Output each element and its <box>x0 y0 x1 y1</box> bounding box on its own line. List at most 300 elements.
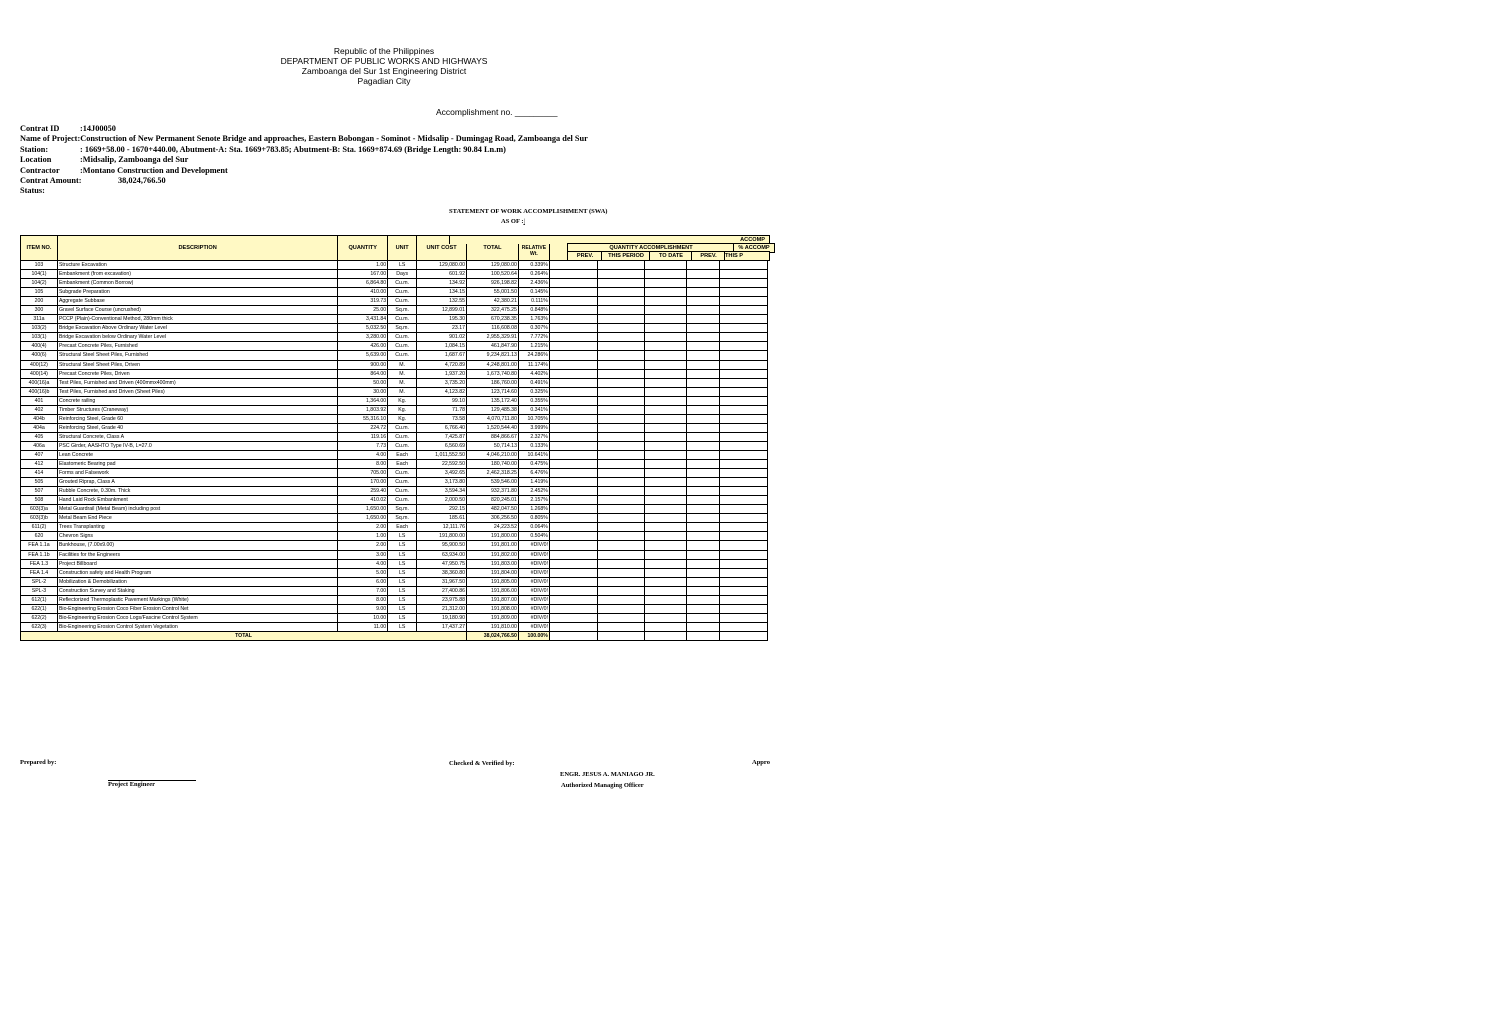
accomplishment-cell[interactable] <box>549 441 597 450</box>
table-cell: Hand Laid Rock Embankment <box>57 496 337 505</box>
table-cell: 2.00 <box>338 541 388 550</box>
table-cell: Gravel Surface Course (uncrushed) <box>57 306 337 315</box>
accomplishment-cell[interactable] <box>549 378 597 387</box>
accomplishment-cell[interactable] <box>645 423 687 432</box>
accomplishment-cell[interactable] <box>645 342 687 351</box>
accomplishment-cell[interactable] <box>597 378 645 387</box>
accomplishment-cell[interactable] <box>549 577 597 586</box>
accomplishment-cell[interactable] <box>597 496 645 505</box>
accomplishment-cell[interactable] <box>597 405 645 414</box>
accomplishment-cell[interactable] <box>597 595 645 604</box>
accomplishment-cell[interactable] <box>720 261 768 270</box>
col-description: DESCRIPTION <box>57 236 337 261</box>
accomplishment-cell[interactable] <box>549 351 597 360</box>
accomplishment-cell[interactable] <box>549 324 597 333</box>
accomplishment-cell[interactable] <box>597 441 645 450</box>
accomplishment-cell[interactable] <box>645 369 687 378</box>
table-cell: 0.848% <box>518 306 549 315</box>
table-cell: 4,123.82 <box>417 387 467 396</box>
accomplishment-cell[interactable] <box>720 369 768 378</box>
accomplishment-cell[interactable] <box>645 550 687 559</box>
engineer-name: ENGR. JESUS A. MANIAGO JR. <box>560 771 655 778</box>
accomplishment-cell[interactable] <box>687 441 720 450</box>
accomplishment-cell[interactable] <box>720 324 768 333</box>
accomplishment-cell[interactable] <box>687 595 720 604</box>
accomplishment-cell[interactable] <box>597 423 645 432</box>
accomplishment-cell[interactable] <box>687 568 720 577</box>
table-row <box>21 315 768 324</box>
accomplishment-cell[interactable] <box>549 387 597 396</box>
accomplishment-cell[interactable] <box>687 414 720 423</box>
header-republic: Republic of the Philippines <box>333 46 435 56</box>
accomplishment-cell[interactable] <box>687 496 720 505</box>
accomplishment-cell[interactable] <box>645 505 687 514</box>
accomplishment-cell[interactable] <box>597 586 645 595</box>
accomplishment-cell[interactable] <box>720 396 768 405</box>
accomplishment-cell[interactable] <box>687 559 720 568</box>
accomplishment-cell[interactable] <box>645 559 687 568</box>
accomplishment-cell[interactable] <box>597 279 645 288</box>
accomplishment-cell[interactable] <box>687 405 720 414</box>
accomplishment-cell[interactable] <box>645 432 687 441</box>
table-cell: 0.145% <box>518 288 549 297</box>
accomplishment-cell[interactable] <box>645 631 687 640</box>
table-cell: 705.00 <box>338 469 388 478</box>
accomplishment-cell[interactable] <box>720 496 768 505</box>
accomplishment-cell[interactable] <box>597 432 645 441</box>
accomplishment-cell[interactable] <box>549 279 597 288</box>
accomplishment-cell[interactable] <box>597 288 645 297</box>
table-row <box>21 532 768 541</box>
accomplishment-cell[interactable] <box>597 297 645 306</box>
accomplishment-cell[interactable] <box>549 622 597 631</box>
accomplishment-cell[interactable] <box>549 342 597 351</box>
accomplishment-cell[interactable] <box>597 487 645 496</box>
accomplishment-cell[interactable] <box>645 514 687 523</box>
table-cell: 3,173.80 <box>417 478 467 487</box>
accomplishment-cell[interactable] <box>687 360 720 369</box>
accomplishment-cell[interactable] <box>549 450 597 459</box>
accomplishment-cell[interactable] <box>645 496 687 505</box>
accomplishment-cell[interactable] <box>645 360 687 369</box>
accomplishment-cell[interactable] <box>549 541 597 550</box>
accomplishment-cell[interactable] <box>597 469 645 478</box>
accomplishment-cell[interactable] <box>597 577 645 586</box>
accomplishment-cell[interactable] <box>720 469 768 478</box>
table-cell: 103(1) <box>21 333 58 342</box>
accomplishment-cell[interactable] <box>720 288 768 297</box>
accomplishment-cell[interactable] <box>720 622 768 631</box>
accomplishment-cell[interactable] <box>549 568 597 577</box>
accomplishment-cell[interactable] <box>687 423 720 432</box>
accomplishment-cell[interactable] <box>645 586 687 595</box>
accomplishment-cell[interactable] <box>645 414 687 423</box>
accomplishment-cell[interactable] <box>549 288 597 297</box>
status-label: Status: <box>20 186 45 196</box>
accomplishment-cell[interactable] <box>687 541 720 550</box>
table-cell: 12,111.76 <box>417 523 467 532</box>
table-cell: 185.61 <box>417 514 467 523</box>
accomplishment-cell[interactable] <box>549 523 597 532</box>
accomplishment-cell[interactable] <box>597 369 645 378</box>
table-cell: 47,950.75 <box>417 559 467 568</box>
accomplishment-cell[interactable] <box>720 279 768 288</box>
accomplishment-cell[interactable] <box>549 631 597 640</box>
accomplishment-cell[interactable] <box>720 631 768 640</box>
accomplishment-cell[interactable] <box>645 333 687 342</box>
table-cell: 300 <box>21 306 58 315</box>
header-department: DEPARTMENT OF PUBLIC WORKS AND HIGHWAYS <box>280 56 488 66</box>
accomplishment-cell[interactable] <box>645 541 687 550</box>
accomplishment-cell[interactable] <box>687 351 720 360</box>
accomplishment-cell[interactable] <box>720 487 768 496</box>
accomplishment-cell[interactable] <box>597 523 645 532</box>
table-cell: 9.00 <box>338 604 388 613</box>
accomplishment-cell[interactable] <box>549 270 597 279</box>
table-cell: SPL-3 <box>21 586 58 595</box>
table-cell: 50.00 <box>338 378 388 387</box>
accomplishment-cell[interactable] <box>597 505 645 514</box>
accomplishment-cell[interactable] <box>687 622 720 631</box>
table-cell: 3,735.20 <box>417 378 467 387</box>
accomplishment-cell[interactable] <box>549 604 597 613</box>
accomplishment-cell[interactable] <box>645 279 687 288</box>
accomplishment-cell[interactable] <box>645 460 687 469</box>
accomplishment-cell[interactable] <box>549 360 597 369</box>
accomplishment-cell[interactable] <box>720 595 768 604</box>
total-cell: 38,024,766.50 <box>467 631 519 640</box>
table-cell: 0.264% <box>518 270 549 279</box>
accomplishment-cell[interactable] <box>597 414 645 423</box>
accomplishment-cell[interactable] <box>549 315 597 324</box>
table-cell: 17,437.27 <box>417 622 467 631</box>
accomplishment-cell[interactable] <box>597 604 645 613</box>
accomplishment-cell[interactable] <box>720 577 768 586</box>
table-cell: Cu.m. <box>388 279 417 288</box>
table-row <box>21 469 768 478</box>
accomplishment-cell[interactable] <box>645 261 687 270</box>
table-cell: 191,805.00 <box>467 577 519 586</box>
accomplishment-cell[interactable] <box>645 450 687 459</box>
accomplishment-cell[interactable] <box>645 604 687 613</box>
accomplishment-cell[interactable] <box>687 469 720 478</box>
accomplishment-cell[interactable] <box>645 396 687 405</box>
table-cell: 1.00 <box>338 532 388 541</box>
table-cell: Each <box>388 460 417 469</box>
accomplishment-cell[interactable] <box>687 613 720 622</box>
accomplishment-cell[interactable] <box>687 505 720 514</box>
accomplishment-cell[interactable] <box>720 342 768 351</box>
table-row <box>21 333 768 342</box>
table-cell: 622(3) <box>21 622 58 631</box>
table-cell: 95,900.50 <box>417 541 467 550</box>
table-cell: 191,800.00 <box>467 532 519 541</box>
table-cell: 1,650.00 <box>338 514 388 523</box>
accomplishment-cell[interactable] <box>597 478 645 487</box>
accomplishment-cell[interactable] <box>687 396 720 405</box>
contractor-value: :Montano Construction and Development <box>80 165 228 175</box>
accomplishment-cell[interactable] <box>720 297 768 306</box>
accomplishment-cell[interactable] <box>645 469 687 478</box>
accomplishment-cell[interactable] <box>597 613 645 622</box>
accomplishment-cell[interactable] <box>597 387 645 396</box>
accomplishment-cell[interactable] <box>645 351 687 360</box>
table-cell: 2.157% <box>518 496 549 505</box>
accomplishment-cell[interactable] <box>597 460 645 469</box>
table-cell: 191,800.00 <box>417 532 467 541</box>
table-cell: 5,639.00 <box>338 351 388 360</box>
accomplishment-cell[interactable] <box>720 505 768 514</box>
accomplishment-cell[interactable] <box>549 559 597 568</box>
table-cell: 622(1) <box>21 604 58 613</box>
accomplishment-cell[interactable] <box>687 550 720 559</box>
accomplishment-cell[interactable] <box>597 568 645 577</box>
accomplishment-cell[interactable] <box>549 487 597 496</box>
table-cell: 1,011,552.50 <box>417 450 467 459</box>
sub-this-period-pct: THIS P <box>724 251 770 261</box>
accomplishment-cell[interactable] <box>549 505 597 514</box>
accomplishment-cell[interactable] <box>720 532 768 541</box>
accomplishment-cell[interactable] <box>597 306 645 315</box>
accomplishment-cell[interactable] <box>687 450 720 459</box>
table-cell: Reinforcing Steel, Grade 60 <box>57 414 337 423</box>
accomplishment-cell[interactable] <box>687 586 720 595</box>
accomplishment-cell[interactable] <box>597 541 645 550</box>
accomplishment-cell[interactable] <box>645 297 687 306</box>
table-cell: M. <box>388 369 417 378</box>
accomplishment-cell[interactable] <box>645 523 687 532</box>
accomplishment-cell[interactable] <box>720 604 768 613</box>
accomplishment-cell[interactable] <box>720 270 768 279</box>
accomplishment-cell[interactable] <box>549 478 597 487</box>
accomplishment-cell[interactable] <box>645 613 687 622</box>
accomplishment-cell[interactable] <box>720 414 768 423</box>
table-row <box>21 450 768 459</box>
accomplishment-cell[interactable] <box>597 450 645 459</box>
accomplishment-cell[interactable] <box>549 405 597 414</box>
table-cell: 63,934.00 <box>417 550 467 559</box>
accomplishment-cell[interactable] <box>597 532 645 541</box>
accomplishment-cell[interactable] <box>720 541 768 550</box>
accomplishment-cell[interactable] <box>720 360 768 369</box>
accomplishment-cell[interactable] <box>597 514 645 523</box>
table-row <box>21 423 768 432</box>
accomplishment-cell[interactable] <box>597 622 645 631</box>
col-unit: UNIT <box>388 236 417 261</box>
table-cell: Subgrade Preparation <box>57 288 337 297</box>
accomplishment-cell[interactable] <box>687 432 720 441</box>
accomplishment-cell[interactable] <box>645 622 687 631</box>
managing-officer-title: Authorized Managing Officer <box>561 782 644 789</box>
accomplishment-cell[interactable] <box>687 478 720 487</box>
accomplishment-cell[interactable] <box>720 387 768 396</box>
accomplishment-cell[interactable] <box>645 324 687 333</box>
accomplishment-cell[interactable] <box>645 595 687 604</box>
accomplishment-cell[interactable] <box>687 342 720 351</box>
accomplishment-cell[interactable] <box>687 631 720 640</box>
accomplishment-cell[interactable] <box>549 496 597 505</box>
accomplishment-cell[interactable] <box>597 550 645 559</box>
table-cell: Bridge Excavation below Ordinary Water Level <box>57 333 337 342</box>
accomplishment-cell[interactable] <box>720 423 768 432</box>
accomplishment-cell[interactable] <box>549 432 597 441</box>
accomplishment-cell[interactable] <box>549 369 597 378</box>
accomplishment-cell[interactable] <box>645 478 687 487</box>
accomplishment-cell[interactable] <box>687 378 720 387</box>
accomplishment-cell[interactable] <box>720 441 768 450</box>
sub-prev-pct: PREV. <box>691 251 726 261</box>
accomplishment-cell[interactable] <box>549 469 597 478</box>
accomplishment-cell[interactable] <box>687 324 720 333</box>
table-cell: 292.15 <box>417 505 467 514</box>
approved-by-label: Appro <box>752 759 770 766</box>
table-row <box>21 288 768 297</box>
accomplishment-cell[interactable] <box>687 297 720 306</box>
table-cell: 622(2) <box>21 613 58 622</box>
accomplishment-cell[interactable] <box>645 405 687 414</box>
accomplishment-cell[interactable] <box>687 306 720 315</box>
accomplishment-cell[interactable] <box>597 631 645 640</box>
accomplishment-cell[interactable] <box>720 478 768 487</box>
accomplishment-cell[interactable] <box>720 405 768 414</box>
accomplishment-cell[interactable] <box>645 568 687 577</box>
table-row <box>21 261 768 270</box>
table-row <box>21 279 768 288</box>
accomplishment-cell[interactable] <box>645 387 687 396</box>
table-cell: FEA 1.4 <box>21 568 58 577</box>
accomplishment-cell[interactable] <box>597 360 645 369</box>
accomplishment-cell[interactable] <box>720 613 768 622</box>
table-cell: LS <box>388 568 417 577</box>
accomplishment-cell[interactable] <box>720 351 768 360</box>
table-cell: Structural Steel Sheet Piles, Driven <box>57 360 337 369</box>
accomplishment-cell[interactable] <box>687 279 720 288</box>
accomplishment-cell[interactable] <box>597 315 645 324</box>
accomplishment-cell[interactable] <box>549 306 597 315</box>
accomplishment-cell[interactable] <box>720 460 768 469</box>
accomplishment-cell[interactable] <box>549 414 597 423</box>
table-cell: 4,248,801.00 <box>467 360 519 369</box>
accomplishment-cell[interactable] <box>549 613 597 622</box>
accomplishment-cell[interactable] <box>549 297 597 306</box>
accomplishment-cell[interactable] <box>687 261 720 270</box>
accomplishment-cell[interactable] <box>597 333 645 342</box>
table-cell: Each <box>388 523 417 532</box>
table-cell: 186,760.00 <box>467 378 519 387</box>
accomplishment-cell[interactable] <box>597 342 645 351</box>
accomplishment-cell[interactable] <box>687 577 720 586</box>
table-cell: 401 <box>21 396 58 405</box>
table-cell: Test Piles, Furnished and Driven (400mmx400mm) <box>57 378 337 387</box>
accomplishment-cell[interactable] <box>687 315 720 324</box>
accomplishment-cell[interactable] <box>687 460 720 469</box>
col-unit-cost: UNIT COST <box>417 236 467 261</box>
accomplishment-cell[interactable] <box>549 550 597 559</box>
accomplishment-cell[interactable] <box>549 423 597 432</box>
accomplishment-cell[interactable] <box>720 523 768 532</box>
accomplishment-cell[interactable] <box>687 523 720 532</box>
accomplishment-cell[interactable] <box>645 378 687 387</box>
accomplishment-cell[interactable] <box>645 270 687 279</box>
accomplishment-cell[interactable] <box>720 586 768 595</box>
accomplishment-cell[interactable] <box>687 387 720 396</box>
accomplishment-cell[interactable] <box>645 532 687 541</box>
accomplishment-cell[interactable] <box>687 270 720 279</box>
table-cell: 884,866.67 <box>467 432 519 441</box>
table-cell: #DIV/0! <box>518 568 549 577</box>
table-cell: 71.78 <box>417 405 467 414</box>
accomplishment-cell[interactable] <box>720 333 768 342</box>
accomplishment-cell[interactable] <box>687 604 720 613</box>
accomplishment-cell[interactable] <box>687 514 720 523</box>
accomplishment-cell[interactable] <box>720 568 768 577</box>
table-cell: Sq.m. <box>388 505 417 514</box>
table-cell: 8.00 <box>338 595 388 604</box>
accomplishment-cell[interactable] <box>645 315 687 324</box>
accomplishment-cell[interactable] <box>549 396 597 405</box>
accomplishment-cell[interactable] <box>549 595 597 604</box>
table-cell: 6,560.69 <box>417 441 467 450</box>
table-cell: Embankment (Common Borrow) <box>57 279 337 288</box>
accomplishment-cell[interactable] <box>720 450 768 459</box>
table-cell: 132.55 <box>417 297 467 306</box>
accomplishment-cell[interactable] <box>687 532 720 541</box>
table-cell: 167.00 <box>338 270 388 279</box>
table-cell: 4.00 <box>338 559 388 568</box>
accomplishment-cell[interactable] <box>687 369 720 378</box>
table-cell: 410.00 <box>338 288 388 297</box>
accomplishment-cell[interactable] <box>549 586 597 595</box>
table-cell: 119.16 <box>338 432 388 441</box>
accomplishment-cell[interactable] <box>720 306 768 315</box>
accomplishment-cell[interactable] <box>720 514 768 523</box>
accomplishment-cell[interactable] <box>720 378 768 387</box>
table-cell: Cu.m. <box>388 333 417 342</box>
accomplishment-cell[interactable] <box>645 487 687 496</box>
accomplishment-cell[interactable] <box>597 270 645 279</box>
accomplishment-cell[interactable] <box>549 261 597 270</box>
accomplishment-cell[interactable] <box>720 432 768 441</box>
accomplishment-cell[interactable] <box>549 460 597 469</box>
accomplishment-cell[interactable] <box>645 288 687 297</box>
table-cell: #DIV/0! <box>518 550 549 559</box>
accomplishment-cell[interactable] <box>645 306 687 315</box>
table-cell: Trees Transplanting <box>57 523 337 532</box>
accomplishment-cell[interactable] <box>597 324 645 333</box>
accomplishment-cell[interactable] <box>720 550 768 559</box>
table-cell: 400(6) <box>21 351 58 360</box>
accomplishment-cell[interactable] <box>597 559 645 568</box>
table-cell: 55,316.10 <box>338 414 388 423</box>
accomplishment-cell[interactable] <box>687 333 720 342</box>
accomplishment-cell[interactable] <box>597 396 645 405</box>
accomplishment-cell[interactable] <box>549 514 597 523</box>
accomplishment-cell[interactable] <box>549 532 597 541</box>
accomplishment-cell[interactable] <box>597 351 645 360</box>
accomplishment-cell[interactable] <box>720 315 768 324</box>
table-cell: Cu.m. <box>388 487 417 496</box>
accomplishment-cell[interactable] <box>645 577 687 586</box>
table-row <box>21 396 768 405</box>
accomplishment-cell[interactable] <box>597 261 645 270</box>
accomplishment-cell[interactable] <box>687 288 720 297</box>
table-cell: 508 <box>21 496 58 505</box>
accomplishment-cell[interactable] <box>720 559 768 568</box>
accomplishment-cell[interactable] <box>549 333 597 342</box>
accomplishment-cell[interactable] <box>687 487 720 496</box>
table-cell: Sq.m. <box>388 324 417 333</box>
accomplishment-cell[interactable] <box>645 441 687 450</box>
